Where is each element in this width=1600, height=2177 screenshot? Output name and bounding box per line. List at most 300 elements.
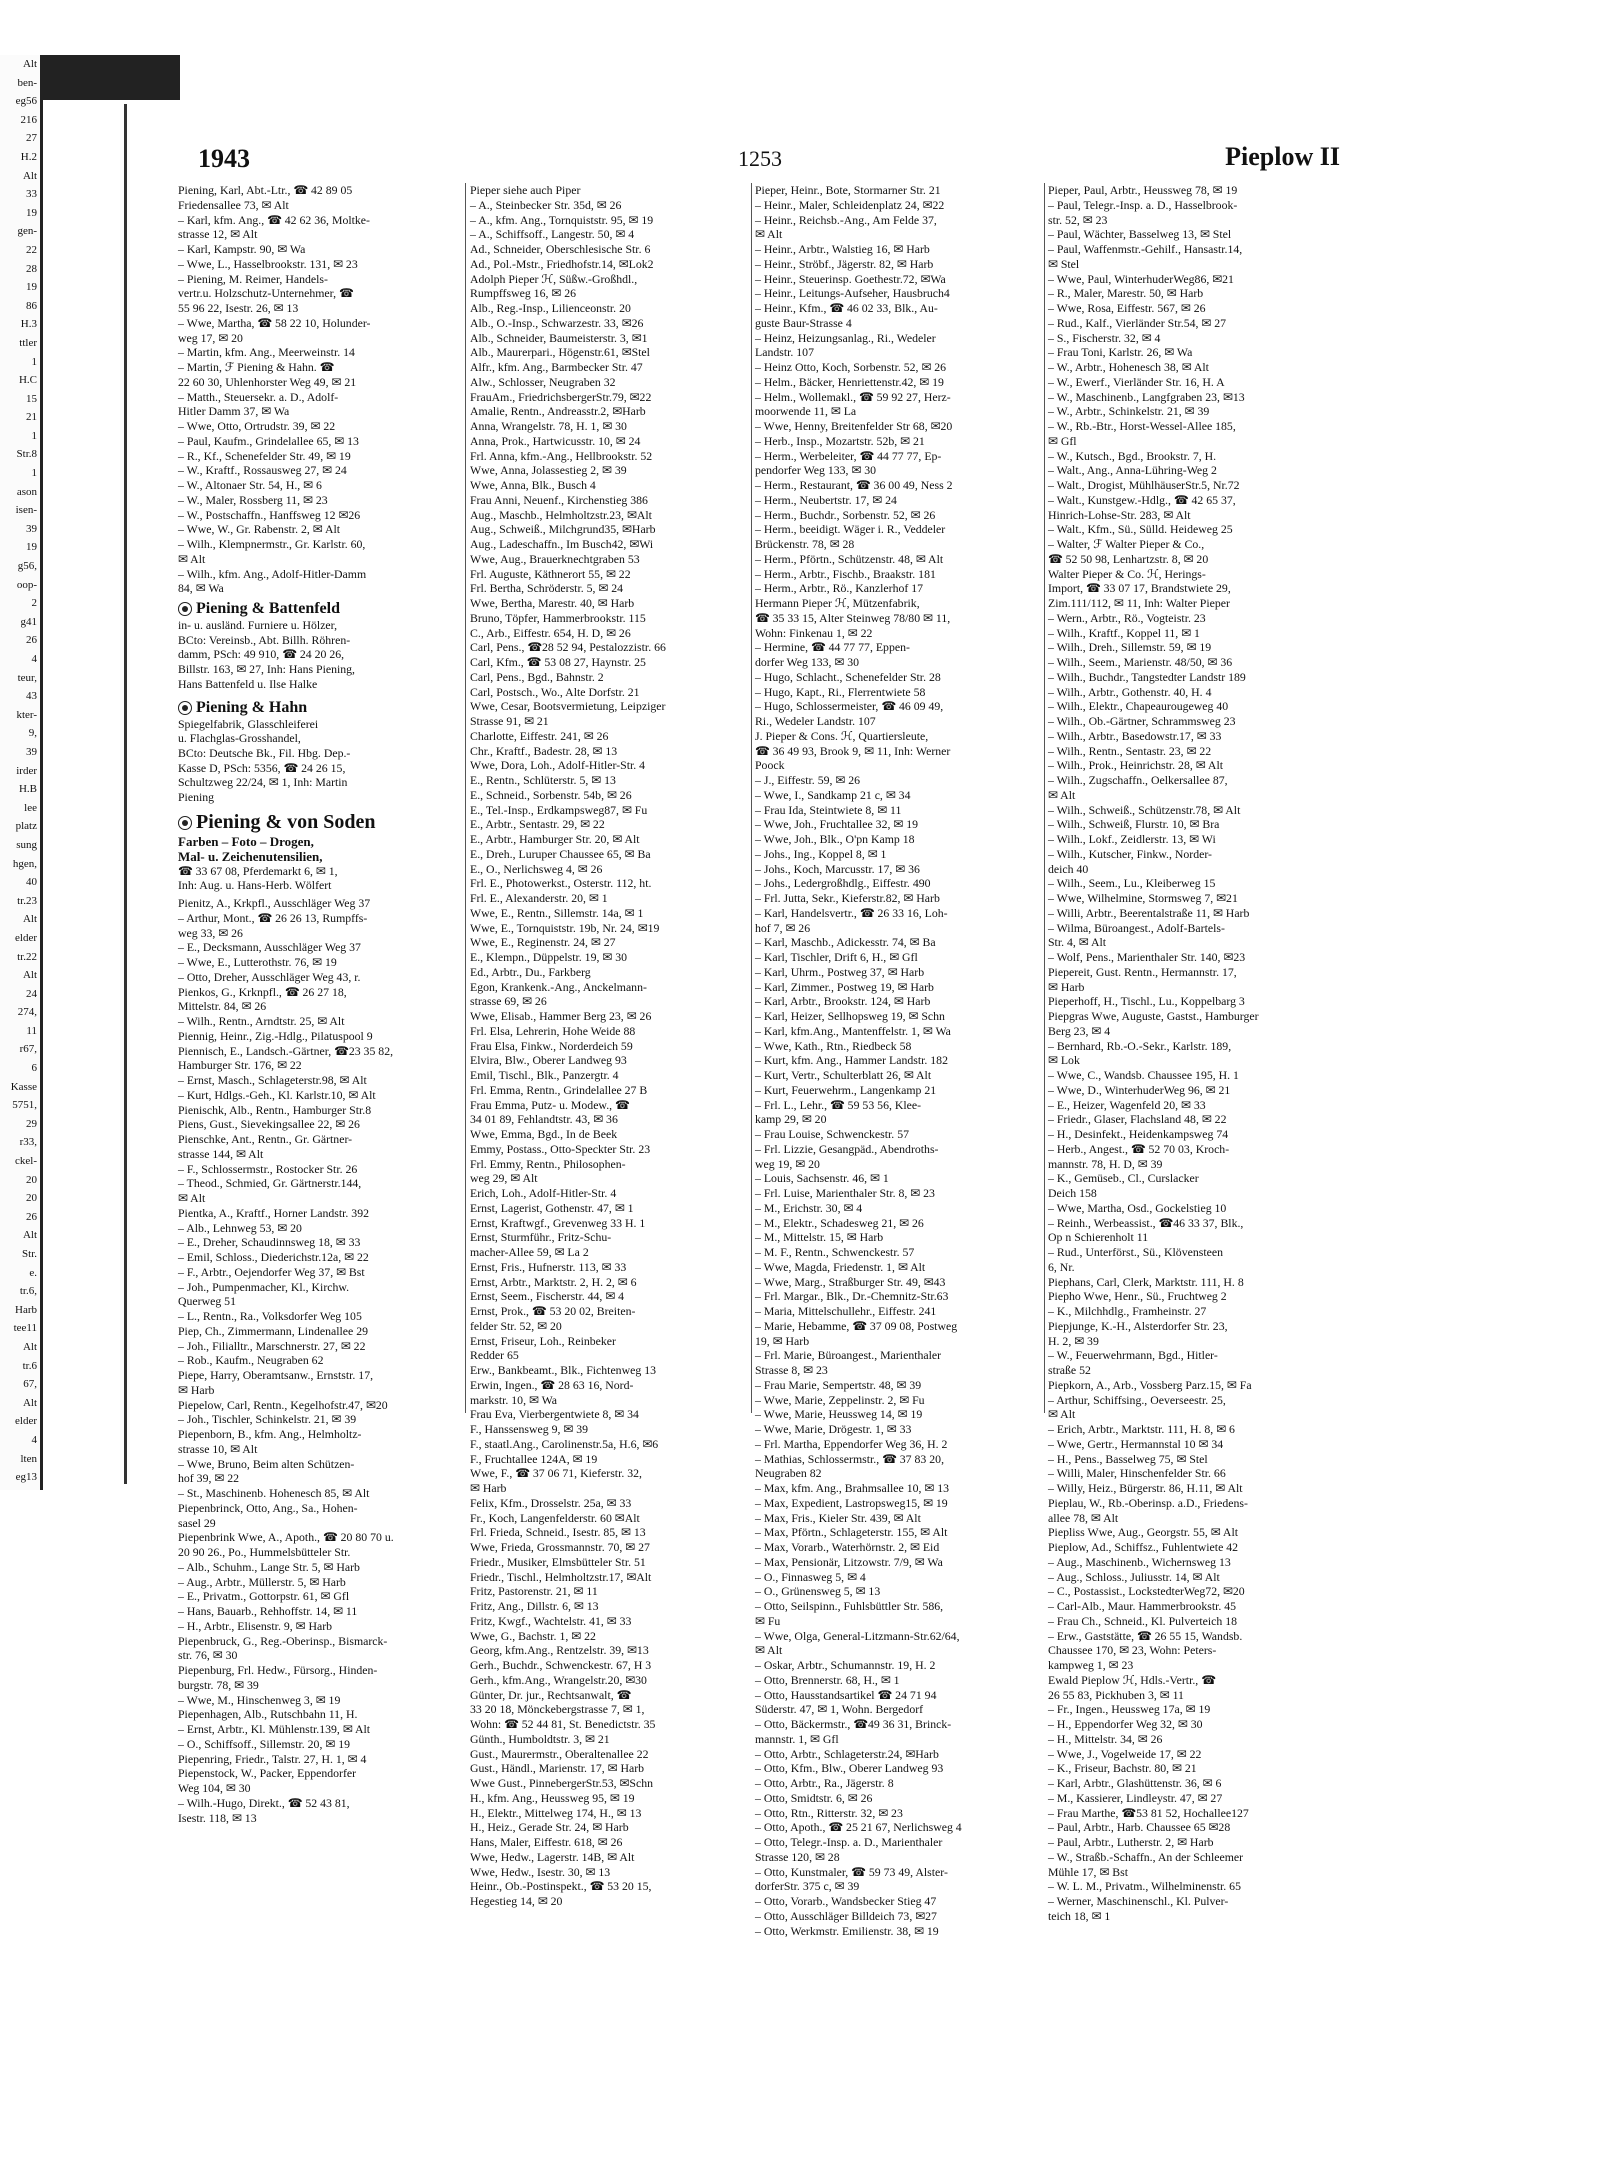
previous-page-fragment: 20 xyxy=(26,1173,37,1186)
binding-strip xyxy=(40,55,180,100)
directory-entry: – Wilh., Seem., Lu., Kleiberweg 15 xyxy=(1048,876,1216,891)
directory-entry: – Herb., Angest., ☎ 52 70 03, Kroch- xyxy=(1048,1141,1230,1156)
directory-entry: Wohn: Finkenau 1, ✉ 22 xyxy=(755,625,873,640)
directory-entry: dorferStr. 375 c, ✉ 39 xyxy=(755,1879,860,1894)
directory-entry: – Wwe, Martha, Osd., Gockelstieg 10 xyxy=(1048,1200,1227,1215)
previous-page-fragment: 15 xyxy=(26,392,37,405)
directory-entry: Süderstr. 47, ✉ 1, Wohn. Bergedorf xyxy=(755,1702,924,1717)
directory-entry: – Wwe, I., Sandkamp 21 c, ✉ 34 xyxy=(755,787,911,802)
directory-entry: Pienitz, A., Krkpfl., Ausschläger Weg 37 xyxy=(178,896,371,911)
previous-page-fragment: 26 xyxy=(26,634,37,647)
directory-entry: – Frl. Lizzie, Gesangpäd., Abendroths- xyxy=(755,1141,939,1156)
directory-entry: Piepenbrink Wwe, A., Apoth., ☎ 20 80 70 u. xyxy=(178,1530,394,1545)
directory-entry: – Otto, Vorarb., Wandsbecker Stieg 47 xyxy=(755,1894,937,1908)
directory-entry: Hans, Maler, Eiffestr. 618, ✉ 26 xyxy=(470,1835,623,1849)
previous-page-fragment: eg56 xyxy=(15,95,37,108)
directory-entry: – Rud., Kalf., Vierländer Str.54, ✉ 27 xyxy=(1048,315,1227,330)
advertiser-detail: ☎ 33 67 08, Pferdemarkt 6, ✉ 1, xyxy=(178,863,338,878)
directory-entry: – E., Decksmann, Ausschläger Weg 37 xyxy=(178,940,361,955)
directory-entry: – Karl, kfm.Ang., Mantenffelstr. 1, ✉ Wa xyxy=(755,1023,951,1038)
directory-entry: – Heinr., Reichsb.-Ang., Am Felde 37, xyxy=(755,212,937,227)
directory-entry: – Wilh., Rentn., Sentastr. 23, ✉ 22 xyxy=(1048,743,1212,758)
advertiser-name xyxy=(178,811,460,834)
directory-entry: Carl, Pens., Bgd., Bahnstr. 2 xyxy=(470,669,604,684)
advertisement-entry xyxy=(178,808,460,896)
directory-entry: E., O., Nerlichsweg 4, ✉ 26 xyxy=(470,861,603,876)
directory-entry: markstr. 10, ✉ Wa xyxy=(470,1392,558,1407)
directory-entry: Piennisch, E., Landsch.-Gärtner, ☎23 35 82, xyxy=(178,1043,394,1058)
directory-entry: – Theod., Schmied, Gr. Gärtnerstr.144, xyxy=(178,1176,362,1191)
directory-entry: E., Dreh., Luruper Chaussee 65, ✉ Ba xyxy=(470,846,651,861)
advertisement-entry xyxy=(178,695,460,808)
directory-entry: FrauAm., FriedrichsbergerStr.79, ✉22 xyxy=(470,389,652,404)
directory-entry: – Otto, Telegr.-Insp. a. D., Marienthaler xyxy=(755,1835,943,1849)
directory-entry: Friedr., Musiker, Elmsbütteler Str. 51 xyxy=(470,1554,646,1569)
directory-entry: Günter, Dr. jur., Rechtsanwalt, ☎ xyxy=(470,1687,632,1702)
previous-page-fragment: teur, xyxy=(17,671,37,684)
directory-entry: Pieper, Heinr., Bote, Stormarner Str. 21 xyxy=(755,183,941,197)
directory-entry: – Otto, Kunstmaler, ☎ 59 73 49, Alster- xyxy=(755,1864,948,1879)
directory-entry: – J., Eiffestr. 59, ✉ 26 xyxy=(755,773,861,787)
directory-entry: Gerh., Buchdr., Schwenckestr. 67, H 3 xyxy=(470,1658,652,1672)
directory-entry: ✉ Harb xyxy=(1048,979,1085,994)
directory-entry: Pieper siehe auch Piper xyxy=(470,183,581,197)
directory-entry: – Otto, Apoth., ☎ 25 21 67, Nerlichsweg 4 xyxy=(755,1820,962,1835)
advertiser-detail: Piening xyxy=(178,790,215,805)
previous-page-fragment: platz xyxy=(15,820,37,833)
directory-entry: F., staatl.Ang., Carolinenstr.5a, H.6, ✉6 xyxy=(470,1436,659,1451)
directory-entry: strasse 12, ✉ Alt xyxy=(178,227,258,242)
directory-entry: – Frau Toni, Karlstr. 26, ✉ Wa xyxy=(1048,345,1193,360)
previous-page-fragment: elder xyxy=(15,1415,37,1428)
directory-entry: – W., Ewerf., Vierländer Str. 16, H. A xyxy=(1048,374,1225,389)
directory-entry: Emil, Tischl., Blk., Panzergtr. 4 xyxy=(470,1068,619,1082)
previous-page-fragment: e. xyxy=(29,1266,37,1279)
advertiser-detail: in- u. ausländ. Furniere u. Hölzer, xyxy=(178,618,338,632)
directory-entry: – Wolf, Pens., Marienthaler Str. 140, ✉23 xyxy=(1048,950,1246,964)
previous-page-fragment: r33, xyxy=(19,1136,37,1149)
directory-entry: E., Rentn., Schlüterstr. 5, ✉ 13 xyxy=(470,773,616,787)
directory-entry: Querweg 51 xyxy=(178,1294,236,1309)
directory-entry: – M., Kassierer, Lindleystr. 47, ✉ 27 xyxy=(1048,1790,1223,1805)
directory-entry: – Helm., Bäcker, Henriettenstr.42, ✉ 19 xyxy=(755,374,944,389)
advertiser-tagline: Mal- u. Zeichenutensilien, xyxy=(178,848,323,864)
directory-entry: – Herm., Pförtn., Schützenstr. 48, ✉ Alt xyxy=(755,551,944,566)
directory-entry: Wwe, Elisab., Hammer Berg 23, ✉ 26 xyxy=(470,1009,652,1023)
directory-entry: – Wilh., Seem., Marienstr. 48/50, ✉ 36 xyxy=(1048,655,1233,669)
directory-entry: Ernst, Lagerist, Gothenstr. 47, ✉ 1 xyxy=(470,1200,634,1215)
directory-entry: Piepenring, Friedr., Talstr. 27, H. 1, ✉ 4 xyxy=(178,1751,367,1766)
directory-entry: – K., Friseur, Bachstr. 80, ✉ 21 xyxy=(1048,1761,1197,1776)
previous-page-fragment: Str. xyxy=(22,1248,37,1260)
directory-entry: Aug., Schweiß., Milchgrund35, ✉Harb xyxy=(470,522,656,537)
directory-entry: – Joh., Pumpenmacher, Kl., Kirchw. xyxy=(178,1279,350,1294)
directory-entry: Piepkorn, A., Arb., Vossberg Parz.15, ✉ Fa xyxy=(1048,1377,1252,1392)
previous-page-fragment: 21 xyxy=(26,411,37,424)
directory-entry: – Kurt, kfm. Ang., Hammer Landstr. 182 xyxy=(755,1053,948,1068)
directory-entry: Wwe, Hedw., Lagerstr. 14B, ✉ Alt xyxy=(470,1849,635,1864)
directory-entry: Piens, Gust., Sievekingsallee 22, ✉ 26 xyxy=(178,1117,360,1132)
directory-entry: – L., Rentn., Ra., Volksdorfer Weg 105 xyxy=(178,1309,362,1324)
directory-entry: Hermann Pieper ℋ, Mützenfabrik, xyxy=(755,596,920,610)
directory-entry: – Walter, ℱ Walter Pieper & Co., xyxy=(1048,537,1205,551)
directory-entry: – Marie, Hebamme, ☎ 37 09 08, Postweg xyxy=(755,1318,958,1333)
directory-entry: – Max, kfm. Ang., Brahmsallee 10, ✉ 13 xyxy=(755,1481,950,1495)
directory-entry: – W., Altonaer Str. 54, H., ✉ 6 xyxy=(178,478,322,492)
previous-page-fragment: 1 xyxy=(31,355,37,368)
directory-entry: – Willy, Heiz., Bürgerstr. 86, H.11, ✉ Alt xyxy=(1048,1481,1243,1495)
directory-entry: – Ernst, Arbtr., Kl. Mühlenstr.139, ✉ Alt xyxy=(178,1722,371,1737)
directory-entry: – Frl. L., Lehr., ☎ 59 53 56, Klee- xyxy=(755,1097,922,1112)
directory-entry: ✉ Alt xyxy=(1048,1407,1076,1422)
directory-entry: – Johs., Koch, Marcusstr. 17, ✉ 36 xyxy=(755,861,920,876)
directory-entry: – E., Dreher, Schaudinnsweg 18, ✉ 33 xyxy=(178,1235,361,1250)
directory-entry: F., Fruchtallee 124A, ✉ 19 xyxy=(470,1451,598,1466)
directory-entry: – Piening, M. Reimer, Handels- xyxy=(178,271,328,286)
directory-entry: Charlotte, Eiffestr. 241, ✉ 26 xyxy=(470,728,609,743)
directory-entry: – Paul, Waffenmstr.-Gehilf., Hansastr.14, xyxy=(1048,242,1243,256)
directory-entry: – Ernst, Masch., Schlageterstr.98, ✉ Alt xyxy=(178,1073,367,1088)
directory-entry: – Arthur, Schiffsing., Oeverseestr. 25, xyxy=(1048,1392,1226,1407)
directory-entry: ✉ Gfl xyxy=(1048,433,1077,448)
directory-entry: Wwe, Dora, Loh., Adolf-Hitler-Str. 4 xyxy=(470,758,646,773)
directory-entry: – Wilh., Buchdr., Tangstedter Landstr 189 xyxy=(1048,669,1246,684)
directory-entry: – W., Kraftf., Rossausweg 27, ✉ 24 xyxy=(178,463,347,478)
directory-entry: Pienschke, Ant., Rentn., Gr. Gärtner- xyxy=(178,1132,353,1147)
directory-entry: – Helm., Wollemakl., ☎ 59 92 27, Herz- xyxy=(755,389,951,404)
directory-entry: – K., Milchhdlg., Framheinstr. 27 xyxy=(1048,1304,1207,1318)
directory-entry: – Wwe, Martha, ☎ 58 22 10, Holunder- xyxy=(178,315,371,330)
directory-entry: Wwe, Bertha, Marestr. 40, ✉ Harb xyxy=(470,596,635,610)
directory-entry: – Wwe, Marie, Drögestr. 1, ✉ 33 xyxy=(755,1422,912,1436)
previous-page-fragment: 19 xyxy=(26,541,37,554)
directory-entry: Wwe, Cesar, Bootsvermietung, Leipziger xyxy=(470,699,666,714)
directory-entry: – Louis, Sachsenstr. 46, ✉ 1 xyxy=(755,1171,889,1186)
previous-page-fragment: 1 xyxy=(31,467,37,480)
directory-entry: – Matth., Steuersekr. a. D., Adolf- xyxy=(178,389,339,404)
directory-entry: Piepe, Harry, Oberamtsanw., Ernststr. 17, xyxy=(178,1368,374,1383)
previous-page-fragment: H.3 xyxy=(20,318,37,331)
directory-entry: – W., Arbtr., Hohenesch 38, ✉ Alt xyxy=(1048,360,1209,374)
directory-entry: – Wwe, Magda, Friedenstr. 1, ✉ Alt xyxy=(755,1259,926,1274)
previous-page-fragment: 67, xyxy=(23,1378,37,1391)
directory-entry: ✉ Harb xyxy=(470,1481,507,1495)
directory-entry: – Wwe, C., Wandsb. Chaussee 195, H. 1 xyxy=(1048,1068,1239,1082)
directory-entry: – Wwe, L., Hasselbrookstr. 131, ✉ 23 xyxy=(178,256,358,271)
directory-entry: – Fr., Ingen., Heussweg 17a, ✉ 19 xyxy=(1048,1702,1211,1717)
directory-entry: – Wern., Arbtr., Rö., Vogteistr. 23 xyxy=(1048,610,1206,625)
directory-entry: 55 96 22, Isestr. 26, ✉ 13 xyxy=(178,301,299,315)
directory-entry: Frl. Emmy, Rentn., Philosophen- xyxy=(470,1156,626,1171)
directory-entry: ☎ 36 49 93, Brook 9, ✉ 11, Inh: Werner xyxy=(755,743,951,758)
directory-entry: Ernst, Arbtr., Marktstr. 2, H. 2, ✉ 6 xyxy=(470,1274,637,1289)
previous-page-fragment: Harb xyxy=(15,1303,37,1316)
column-divider xyxy=(1044,183,1045,1413)
directory-entry: – Wwe, Joh., Fruchtallee 32, ✉ 19 xyxy=(755,817,918,832)
directory-entry: Wohn: ☎ 52 44 81, St. Benedictstr. 35 xyxy=(470,1717,656,1731)
directory-entry: – Erw., Gaststätte, ☎ 26 55 15, Wandsb. xyxy=(1048,1628,1243,1643)
directory-entry: – Friedr., Glaser, Flachsland 48, ✉ 22 xyxy=(1048,1112,1227,1127)
previous-page-fragment: gen- xyxy=(17,225,37,238)
directory-entry: – Bernhard, Rb.-O.-Sekr., Karlstr. 189, xyxy=(1048,1038,1232,1053)
directory-entry: – Alb., Lehnweg 53, ✉ 20 xyxy=(178,1220,302,1235)
directory-entry: Frl. Emma, Rentn., Grindelallee 27 B xyxy=(470,1082,648,1097)
directory-entry: – W., Arbtr., Schinkelstr. 21, ✉ 39 xyxy=(1048,404,1210,419)
directory-entry: – Max, Pensionär, Litzowstr. 7/9, ✉ Wa xyxy=(755,1554,943,1569)
directory-entry: Piennig, Heinr., Zig.-Hdlg., Pilatuspool 9 xyxy=(178,1028,373,1043)
directory-entry: 22 60 30, Uhlenhorster Weg 49, ✉ 21 xyxy=(178,374,357,389)
previous-page-fragment: sung xyxy=(16,838,37,851)
directory-entry: ✉ Alt xyxy=(755,1643,783,1658)
directory-entry: – Walt., Kfm., Sü., Sülld. Heideweg 25 xyxy=(1048,522,1233,537)
directory-entry: Frl. E., Alexanderstr. 20, ✉ 1 xyxy=(470,891,608,905)
directory-entry: – Mathias, Schlossermstr., ☎ 37 83 20, xyxy=(755,1451,945,1466)
directory-entry: Wwe, Anna, Jolassestieg 2, ✉ 39 xyxy=(470,463,627,478)
directory-entry: sasel 29 xyxy=(178,1515,216,1530)
previous-page-fragment: H.2 xyxy=(20,150,37,163)
directory-entry: – Wwe, Wilhelmine, Stormsweg 7, ✉21 xyxy=(1048,891,1238,905)
directory-entry: – Wilh., Arbtr., Gothenstr. 40, H. 4 xyxy=(1048,684,1212,699)
directory-entry: Piepenborn, B., kfm. Ang., Helmholtz- xyxy=(178,1427,362,1442)
directory-entry: – Frau Louise, Schwenckestr. 57 xyxy=(755,1127,909,1141)
directory-entry: – Aug., Arbtr., Müllerstr. 5, ✉ Harb xyxy=(178,1574,346,1589)
directory-entry: allee 78, ✉ Alt xyxy=(1048,1510,1119,1525)
advertiser-name-text: Piening & von Soden xyxy=(196,810,376,833)
directory-entry: weg 17, ✉ 20 xyxy=(178,330,243,345)
directory-entry: – Wwe, Gertr., Hermannstal 10 ✉ 34 xyxy=(1048,1436,1224,1451)
directory-entry: – H., Mittelstr. 34, ✉ 26 xyxy=(1048,1731,1163,1746)
directory-entry: Frl. Auguste, Käthnerort 55, ✉ 22 xyxy=(470,566,631,581)
directory-entry: Hitler Damm 37, ✉ Wa xyxy=(178,404,290,419)
directory-entry: Isestr. 118, ✉ 13 xyxy=(178,1810,257,1825)
directory-entry: J. Pieper & Cons. ℋ, Quartiersleute, xyxy=(755,728,929,743)
directory-entry: Piepelow, Carl, Rentn., Kegelhofstr.47, ✉20 xyxy=(178,1397,388,1412)
directory-entry: – O., Grünensweg 5, ✉ 13 xyxy=(755,1584,881,1599)
directory-entry: – Frau Marie, Sempertstr. 48, ✉ 39 xyxy=(755,1377,922,1392)
directory-entry: – W., Postschaffn., Hanffsweg 12 ✉26 xyxy=(178,507,361,522)
directory-entry: Piepgras Wwe, Auguste, Gastst., Hamburger xyxy=(1048,1009,1259,1023)
directory-entry: Ernst, Sturmführ., Fritz-Schu- xyxy=(470,1230,612,1245)
directory-entry: – Max, Fris., Kieler Str. 439, ✉ Alt xyxy=(755,1510,921,1525)
previous-page-fragment: 24 xyxy=(26,987,37,1000)
advertiser-detail: Inh: Aug. u. Hans-Herb. Wölfert xyxy=(178,878,332,893)
previous-page-fragment: lten xyxy=(20,1452,37,1465)
directory-entry: Ed., Arbtr., Du., Farkberg xyxy=(470,964,591,979)
directory-entry: vertr.u. Holzschutz-Unternehmer, ☎ xyxy=(178,286,354,301)
advertiser-name-text: Piening & Hahn xyxy=(196,698,308,716)
directory-entry: Anna, Wrangelstr. 78, H. 1, ✉ 30 xyxy=(470,419,627,433)
directory-entry: – E., Privatm., Gottorpstr. 61, ✉ Gfl xyxy=(178,1589,350,1604)
directory-entry: – H., Arbtr., Elisenstr. 9, ✉ Harb xyxy=(178,1618,333,1633)
directory-entry: ☎ 35 33 15, Alter Steinweg 78/80 ✉ 11, xyxy=(755,610,951,625)
directory-entry: 19, ✉ Harb xyxy=(755,1333,810,1348)
directory-entry: macher-Allee 59, ✉ La 2 xyxy=(470,1245,589,1259)
directory-entry: – Max, Expedient, Lastropsweg15, ✉ 19 xyxy=(755,1495,948,1510)
directory-entry: Neugraben 82 xyxy=(755,1466,822,1481)
directory-entry: – F., Arbtr., Oejendorfer Weg 37, ✉ Bst xyxy=(178,1264,365,1279)
directory-entry: mannstr. 1, ✉ Gfl xyxy=(755,1731,839,1746)
directory-entry: Brückenstr. 78, ✉ 28 xyxy=(755,537,855,551)
directory-entry: Frl. Elsa, Lehrerin, Hohe Weide 88 xyxy=(470,1023,636,1038)
directory-entry: – Arthur, Mont., ☎ 26 26 13, Rumpffs- xyxy=(178,910,368,925)
directory-entry: – Paul, Kaufm., Grindelallee 65, ✉ 13 xyxy=(178,433,359,448)
directory-entry: – Wwe, M., Hinschenweg 3, ✉ 19 xyxy=(178,1692,341,1707)
directory-entry: 84, ✉ Wa xyxy=(178,581,224,596)
directory-entry: – Otto, Kfm., Blw., Oberer Landweg 93 xyxy=(755,1761,944,1776)
previous-page-fragment: eg13 xyxy=(15,1471,37,1484)
directory-entry: Wwe, G., Bachstr. 1, ✉ 22 xyxy=(470,1628,596,1643)
directory-entry: – Erich, Arbtr., Marktstr. 111, H. 8, ✉ 6 xyxy=(1048,1422,1235,1436)
directory-entry: – Hugo, Schlossermeister, ☎ 46 09 49, xyxy=(755,699,944,714)
directory-entry: Piepliss Wwe, Aug., Georgstr. 55, ✉ Alt xyxy=(1048,1525,1239,1540)
directory-entry: Piepereit, Gust. Rentn., Hermannstr. 17, xyxy=(1048,964,1237,979)
directory-entry: Wwe, Aug., Brauerknechtgraben 53 xyxy=(470,551,640,566)
previous-page-fragment: Alt xyxy=(22,913,37,926)
directory-entry: Poock xyxy=(755,758,785,773)
directory-entry: – Herm., Buchdr., Sorbenstr. 52, ✉ 26 xyxy=(755,507,936,522)
directory-entry: Adolph Pieper ℋ, Süßw.-Großhdl., xyxy=(470,271,638,286)
previous-page-edge xyxy=(0,55,43,1490)
previous-page-fragment: Str.8 xyxy=(16,448,37,461)
previous-page-fragment: tr.6 xyxy=(22,1359,37,1372)
previous-page-fragment: tr.6, xyxy=(19,1285,37,1298)
directory-entry: Friedensallee 73, ✉ Alt xyxy=(178,197,289,212)
directory-entry: – Frl. Martha, Eppendorfer Weg 36, H. 2 xyxy=(755,1436,948,1451)
directory-entry: Pienkos, G., Krknpfl., ☎ 26 27 18, xyxy=(178,984,347,999)
directory-entry: – H., Pens., Basselweg 75, ✉ Stel xyxy=(1048,1451,1208,1466)
previous-page-fragment: Alt xyxy=(22,169,37,182)
directory-entry: E., Tel.-Insp., Erdkampsweg87, ✉ Fu xyxy=(470,802,648,817)
directory-entry: – Kurt, Feuerwehrm., Langenkamp 21 xyxy=(755,1082,937,1097)
previous-page-fragment: Alt xyxy=(22,969,37,982)
directory-entry: Frau Elsa, Finkw., Norderdeich 59 xyxy=(470,1038,633,1053)
directory-entry: – Karl, Arbtr., Brookstr. 124, ✉ Harb xyxy=(755,994,931,1009)
directory-entry: – Wwe, J., Vogelweide 17, ✉ 22 xyxy=(1048,1746,1202,1761)
directory-entry: – Heinr., Steuerinsp. Goethestr.72, ✉Wa xyxy=(755,271,946,286)
directory-entry: – Kurt, Hdlgs.-Geh., Kl. Karlstr.10, ✉ Alt xyxy=(178,1087,376,1102)
previous-page-fragment: tr.22 xyxy=(17,950,37,963)
directory-entry: – H., Eppendorfer Weg 32, ✉ 30 xyxy=(1048,1717,1203,1731)
directory-entry: Deich 158 xyxy=(1048,1186,1097,1200)
directory-entry: – Karl, Heizer, Sellhopsweg 19, ✉ Schn xyxy=(755,1009,945,1023)
advertiser-detail: damm, PSch: 49 910, ☎ 24 20 26, xyxy=(178,647,345,662)
directory-entry: H., Heiz., Gerade Str. 24, ✉ Harb xyxy=(470,1820,629,1835)
directory-entry: pendorfer Weg 133, ✉ 30 xyxy=(755,463,877,478)
directory-entry: kamp 29, ✉ 20 xyxy=(755,1112,827,1127)
directory-entry: – Wwe, Henny, Breitenfelder Str 68, ✉20 xyxy=(755,419,953,433)
directory-entry: Frl. Frieda, Schneid., Isestr. 85, ✉ 13 xyxy=(470,1525,646,1540)
directory-entry: – Wilh., Dreh., Sillemstr. 59, ✉ 19 xyxy=(1048,640,1212,655)
directory-entry: – Martin, ℱ Piening & Hahn. ☎ xyxy=(178,360,335,374)
directory-entry: – Joh., Tischler, Schinkelstr. 21, ✉ 39 xyxy=(178,1412,357,1427)
directory-entry: Strasse 8, ✉ 23 xyxy=(755,1363,828,1377)
column-divider xyxy=(465,183,466,1413)
advertiser-detail: BCto: Deutsche Bk., Fil. Hbg. Dep.- xyxy=(178,745,351,760)
directory-entry: – Heinz Otto, Koch, Sorbenstr. 52, ✉ 26 xyxy=(755,360,947,374)
previous-page-fragment: 4 xyxy=(31,1433,37,1446)
directory-entry: – Wilh., Klempnermstr., Gr. Karlstr. 60, xyxy=(178,537,366,551)
previous-page-fragment: irder xyxy=(16,764,37,777)
directory-entry: – O., Schiffsoff., Sillemstr. 20, ✉ 19 xyxy=(178,1736,350,1751)
directory-entry: – Frl. Margar., Blk., Dr.-Chemnitz-Str.63 xyxy=(755,1289,949,1304)
directory-entry: Pienischk, Alb., Rentn., Hamburger Str.8 xyxy=(178,1102,372,1117)
directory-entry: – Wilh.-Hugo, Direkt., ☎ 52 43 81, xyxy=(178,1795,350,1810)
directory-entry: H., kfm. Ang., Heussweg 95, ✉ 19 xyxy=(470,1790,635,1805)
directory-entry: – Otto, Arbtr., Ra., Jägerstr. 8 xyxy=(755,1776,894,1790)
directory-entry: – Frl. Luise, Marienthaler Str. 8, ✉ 23 xyxy=(755,1186,935,1200)
directory-entry: – Rob., Kaufm., Neugraben 62 xyxy=(178,1353,324,1368)
directory-entry: – Paul, Arbtr., Lutherstr. 2, ✉ Harb xyxy=(1048,1835,1214,1849)
advertiser-name xyxy=(178,698,460,717)
directory-entry: Piephans, Carl, Clerk, Marktstr. 111, H. 8 xyxy=(1048,1274,1244,1289)
directory-entry: Günth., Humboldtstr. 3, ✉ 21 xyxy=(470,1731,610,1746)
directory-entry: Ewald Pieplow ℋ, Hdls.-Vertr., ☎ xyxy=(1048,1672,1216,1687)
directory-entry: Chaussee 170, ✉ 23, Wohn: Peters- xyxy=(1048,1643,1217,1658)
directory-entry: – S., Fischerstr. 32, ✉ 4 xyxy=(1048,330,1161,345)
directory-entry: – Wwe, Kath., Rtn., Riedbeck 58 xyxy=(755,1038,912,1053)
directory-entry: – Otto, Arbtr., Schlageterstr.24, ✉Harb xyxy=(755,1746,939,1761)
previous-page-fragment: Alt xyxy=(22,1229,37,1242)
directory-entry: Ernst, Fris., Hufnerstr. 113, ✉ 33 xyxy=(470,1259,627,1274)
directory-entry: – W., Maler, Rossberg 11, ✉ 23 xyxy=(178,492,328,507)
directory-entry: – Paul, Wächter, Basselweg 13, ✉ Stel xyxy=(1048,227,1232,242)
directory-entry: – Wilh., kfm. Ang., Adolf-Hitler-Damm xyxy=(178,566,367,581)
advertiser-detail: Schultzweg 22/24, ✉ 1, Inh: Martin xyxy=(178,775,348,790)
directory-entry: Piepenhagen, Alb., Rutschbahn 11, H. xyxy=(178,1707,358,1722)
directory-entry: Frau Emma, Putz- u. Modew., ☎ xyxy=(470,1097,630,1112)
advertiser-name xyxy=(178,599,460,618)
directory-entry: str. 76, ✉ 30 xyxy=(178,1648,238,1663)
directory-entry: str. 52, ✉ 23 xyxy=(1048,212,1108,227)
directory-entry: Fritz, Ang., Dillstr. 6, ✉ 13 xyxy=(470,1599,599,1613)
directory-entry: – Aug., Maschinenb., Wichernsweg 13 xyxy=(1048,1554,1231,1569)
directory-entry: deich 40 xyxy=(1048,861,1089,876)
directory-entry: – Heinr., Ströbf., Jägerstr. 82, ✉ Harb xyxy=(755,256,934,271)
directory-entry: 20 90 26., Po., Hummelsbütteler Str. xyxy=(178,1545,351,1560)
directory-entry: Wwe, E., Reginenstr. 24, ✉ 27 xyxy=(470,935,616,950)
previous-page-fragment: Alt xyxy=(22,58,37,70)
directory-entry: – Walt., Kunstgew.-Hdlg., ☎ 42 65 37, xyxy=(1048,492,1236,507)
previous-page-fragment: 86 xyxy=(26,299,37,312)
directory-entry: – Paul, Telegr.-Insp. a. D., Hasselbrook- xyxy=(1048,197,1238,212)
directory-entry: – Otto, Brennerstr. 68, H., ✉ 1 xyxy=(755,1672,900,1687)
directory-entry: Bruno, Töpfer, Hammerbrookstr. 115 xyxy=(470,610,646,625)
directory-entry: Wwe, E., Rentn., Sillemstr. 14a, ✉ 1 xyxy=(470,905,644,920)
previous-page-fragment: 43 xyxy=(26,690,37,703)
previous-page-fragment: 11 xyxy=(26,1024,37,1037)
directory-entry: Heinr., Ob.-Postinspekt., ☎ 53 20 15, xyxy=(470,1879,652,1894)
directory-entry: – M. F., Rentn., Schwenckestr. 57 xyxy=(755,1245,915,1259)
directory-entry: Wwe, Emma, Bgd., In de Beek xyxy=(470,1127,618,1141)
directory-entry: – Wilh., Schweiß., Schützenstr.78, ✉ Alt xyxy=(1048,802,1241,817)
directory-entry: strasse 144, ✉ Alt xyxy=(178,1146,264,1161)
previous-page-fragment: oop- xyxy=(16,578,37,591)
directory-entry: ☎ 52 50 98, Lenhartzstr. 8, ✉ 20 xyxy=(1048,551,1209,566)
directory-entry: kampweg 1, ✉ 23 xyxy=(1048,1658,1134,1672)
directory-entry: Emmy, Postass., Otto-Speckter Str. 23 xyxy=(470,1141,651,1156)
header-title: Pieplow II xyxy=(1225,142,1340,171)
previous-page-fragment: 28 xyxy=(26,262,37,275)
directory-entry: – Paul, Arbtr., Harb. Chaussee 65 ✉28 xyxy=(1048,1820,1231,1835)
directory-entry: Ernst, Friseur, Loh., Reinbeker xyxy=(470,1333,616,1348)
directory-entry: Ad., Pol.-Mstr., Friedhofstr.14, ✉Lok2 xyxy=(470,256,654,271)
directory-entry: Gust., Händl., Marienstr. 17, ✉ Harb xyxy=(470,1761,645,1776)
directory-entry: Wwe, Anna, Blk., Busch 4 xyxy=(470,478,596,492)
directory-entry: Alw., Schlosser, Neugraben 32 xyxy=(470,374,616,389)
directory-entry: E., Klempn., Düppelstr. 19, ✉ 30 xyxy=(470,950,628,964)
previous-page-fragment: ason xyxy=(16,485,37,498)
directory-entry: – Herm., Arbtr., Fischb., Braakstr. 181 xyxy=(755,566,936,581)
